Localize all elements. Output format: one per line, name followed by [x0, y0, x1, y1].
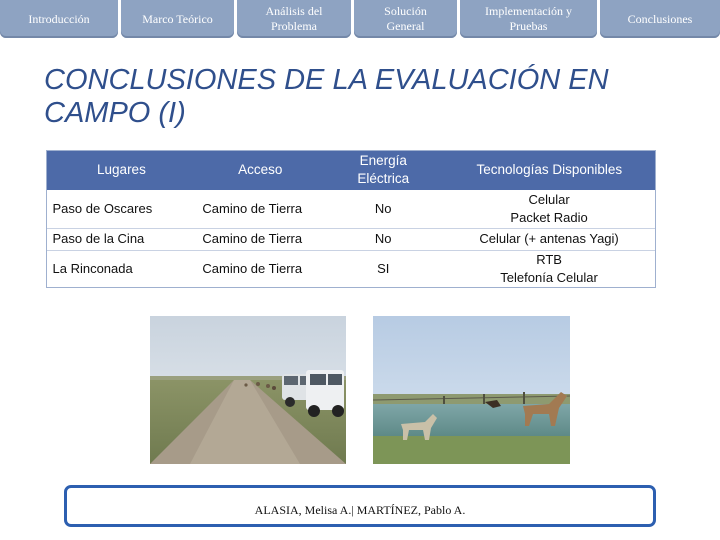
- tab-introduccion[interactable]: [0, 0, 118, 38]
- table-header-row: [47, 150, 657, 190]
- tab-conclusiones[interactable]: [600, 0, 720, 38]
- cell-lugar: La Rinconada: [47, 250, 197, 288]
- tab-label: Conclusiones: [627, 11, 693, 26]
- header-lugares: Lugares: [47, 150, 197, 190]
- tab-marco-teorico[interactable]: [121, 0, 234, 38]
- header-acceso: Acceso: [196, 150, 324, 190]
- slide-title: CONCLUSIONES DE LA EVALUACIÓN EN CAMPO (I): [44, 64, 609, 129]
- top-navigation: [0, 0, 720, 38]
- tab-implementacion-pruebas[interactable]: [460, 0, 597, 38]
- photo-road-trucks: [150, 316, 346, 464]
- cell-energia: No: [324, 228, 442, 250]
- tab-label: Marco Teórico: [142, 11, 213, 26]
- tab-analisis-problema[interactable]: [237, 0, 351, 38]
- cell-lugar: Paso de la Cina: [47, 228, 197, 250]
- cell-energia: No: [324, 190, 442, 228]
- cell-tecnologias: Celular Packet Radio: [442, 190, 656, 228]
- tab-label: Solución General: [384, 4, 427, 33]
- tab-label: Implementación y Pruebas: [485, 4, 572, 33]
- evaluation-table: [46, 150, 656, 288]
- photo-horses-water: [373, 316, 570, 464]
- cell-lugar: Paso de Oscares: [47, 190, 197, 228]
- header-tecnologias: Tecnologías Disponibles: [442, 150, 656, 190]
- tab-label: Introducción: [28, 11, 90, 26]
- cell-tecnologias: Celular (+ antenas Yagi): [442, 228, 656, 250]
- road-trucks-image: [150, 316, 346, 464]
- footer-authors-box: [64, 485, 656, 527]
- tab-solucion-general[interactable]: [354, 0, 457, 38]
- cell-acceso: Camino de Tierra: [196, 228, 324, 250]
- header-energia: Energía Eléctrica: [324, 150, 442, 190]
- cell-acceso: Camino de Tierra: [196, 250, 324, 288]
- table-row: [47, 250, 657, 288]
- cell-acceso: Camino de Tierra: [196, 190, 324, 228]
- table-row: [47, 190, 657, 228]
- cell-energia: SI: [324, 250, 442, 288]
- cell-tecnologias: RTB Telefonía Celular: [442, 250, 656, 288]
- footer-authors: ALASIA, Melisa A.| MARTÍNEZ, Pablo A.: [254, 502, 466, 517]
- tab-label: Análisis del Problema: [265, 4, 323, 33]
- horses-water-image: [373, 316, 570, 464]
- table-row: [47, 228, 657, 250]
